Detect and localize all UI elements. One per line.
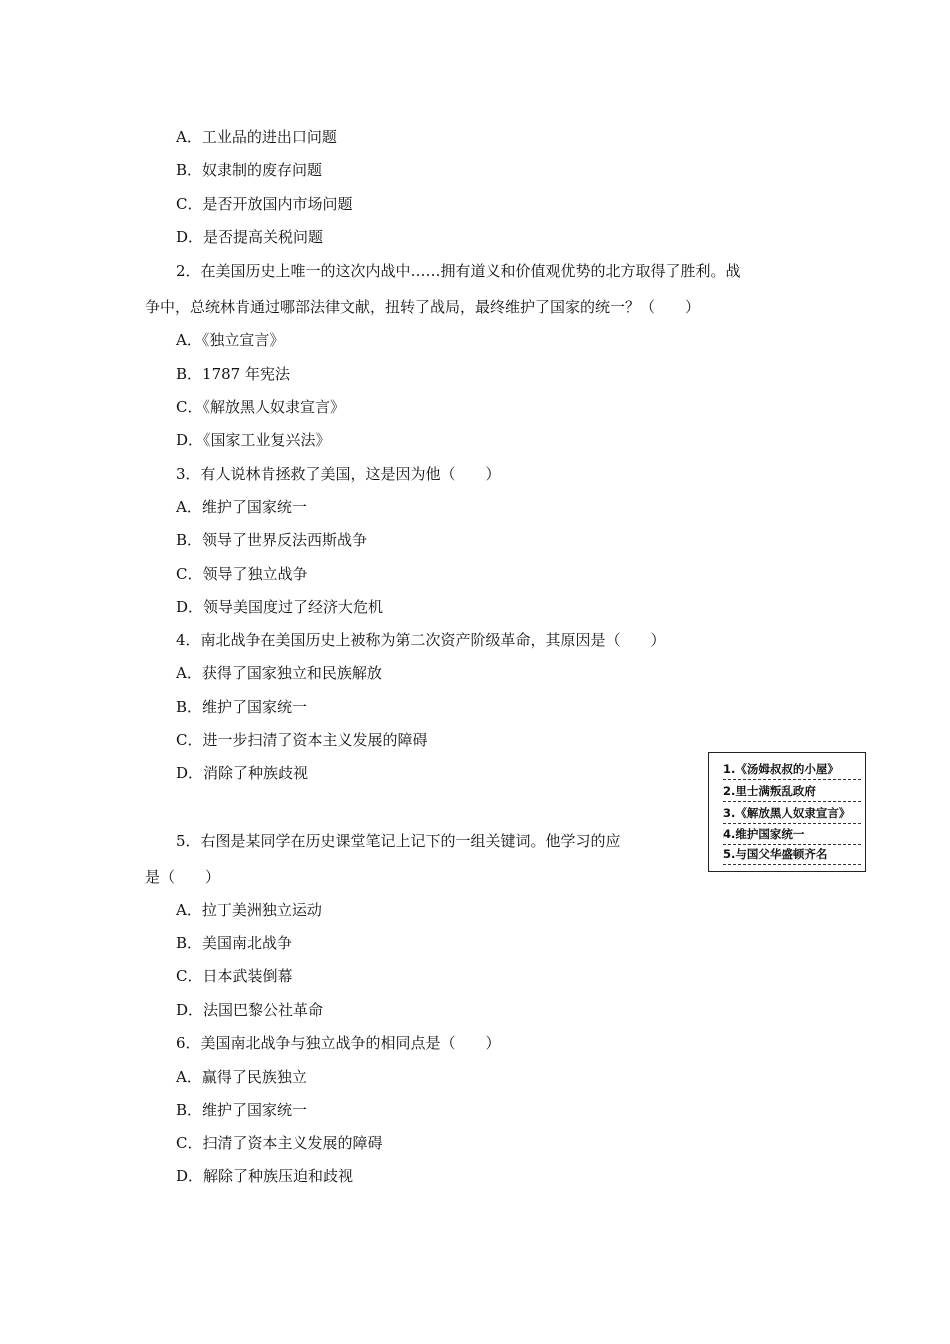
q5-option-d: D．法国巴黎公社革命 xyxy=(176,1001,324,1019)
q3-option-d: D．领导美国度过了经济大危机 xyxy=(176,598,384,616)
q1-option-b: B．奴隶制的废存问题 xyxy=(176,161,323,179)
q4-option-d: D．消除了种族歧视 xyxy=(176,764,309,782)
q1-option-a: A．工业品的进出口问题 xyxy=(176,128,337,146)
notebook-item xyxy=(723,803,861,824)
q1-option-d: D．是否提高关税问题 xyxy=(176,228,324,246)
q4-option-a: A．获得了国家独立和民族解放 xyxy=(176,664,382,682)
notebook-item xyxy=(723,824,861,845)
notebook-item xyxy=(723,759,861,780)
q6-stem: 6．美国南北战争与独立战争的相同点是（ ） xyxy=(176,1034,501,1052)
q2-stem-line1: 2．在美国历史上唯一的这次内战中……拥有道义和价值观优势的北方取得了胜利。战 xyxy=(176,262,741,280)
q5-stem-line1: 5．右图是某同学在历史课堂笔记上记下的一组关键词。他学习的应 xyxy=(176,832,621,850)
q2-option-c: C．《解放黑人奴隶宣言》 xyxy=(176,398,345,416)
q5-option-c: C．日本武装倒幕 xyxy=(176,967,293,985)
notebook-item-text: 4.维护国家统一 xyxy=(723,827,805,841)
notebook-item xyxy=(723,781,861,802)
notebook-item-text: 5.与国父华盛顿齐名 xyxy=(723,847,828,861)
q6-option-d: D．解除了种族压迫和歧视 xyxy=(176,1167,354,1185)
q3-option-c: C．领导了独立战争 xyxy=(176,565,308,583)
q6-option-a: A．赢得了民族独立 xyxy=(176,1068,307,1086)
q2-option-d: D．《国家工业复兴法》 xyxy=(176,431,331,449)
q1-option-c: C．是否开放国内市场问题 xyxy=(176,195,353,213)
notebook-item-text: 3.《解放黑人奴隶宣言》 xyxy=(723,806,851,820)
q3-option-a: A．维护了国家统一 xyxy=(176,498,307,516)
notebook-figure xyxy=(708,752,866,872)
q5-option-b: B．美国南北战争 xyxy=(176,934,293,952)
notebook-item-text: 2.里士满叛乱政府 xyxy=(723,784,816,798)
notebook-item xyxy=(723,844,861,865)
q5-stem-line2: 是（ ） xyxy=(145,868,221,886)
q2-option-b: B．1787 年宪法 xyxy=(176,365,290,383)
q4-option-c: C．进一步扫清了资本主义发展的障碍 xyxy=(176,731,428,749)
q5-option-a: A．拉丁美洲独立运动 xyxy=(176,901,322,919)
q3-option-b: B．领导了世界反法西斯战争 xyxy=(176,531,368,549)
q4-option-b: B．维护了国家统一 xyxy=(176,698,308,716)
notebook-item-text: 1.《汤姆叔叔的小屋》 xyxy=(723,762,839,776)
q2-option-a: A．《独立宣言》 xyxy=(176,331,285,349)
q6-option-c: C．扫清了资本主义发展的障碍 xyxy=(176,1134,383,1152)
q6-option-b: B．维护了国家统一 xyxy=(176,1101,308,1119)
q3-stem: 3．有人说林肯拯救了美国，这是因为他（ ） xyxy=(176,465,501,483)
q2-stem-line2: 争中，总统林肯通过哪部法律文献，扭转了战局，最终维护了国家的统一？（ ） xyxy=(145,298,701,316)
q4-stem: 4．南北战争在美国历史上被称为第二次资产阶级革命，其原因是（ ） xyxy=(176,631,666,649)
